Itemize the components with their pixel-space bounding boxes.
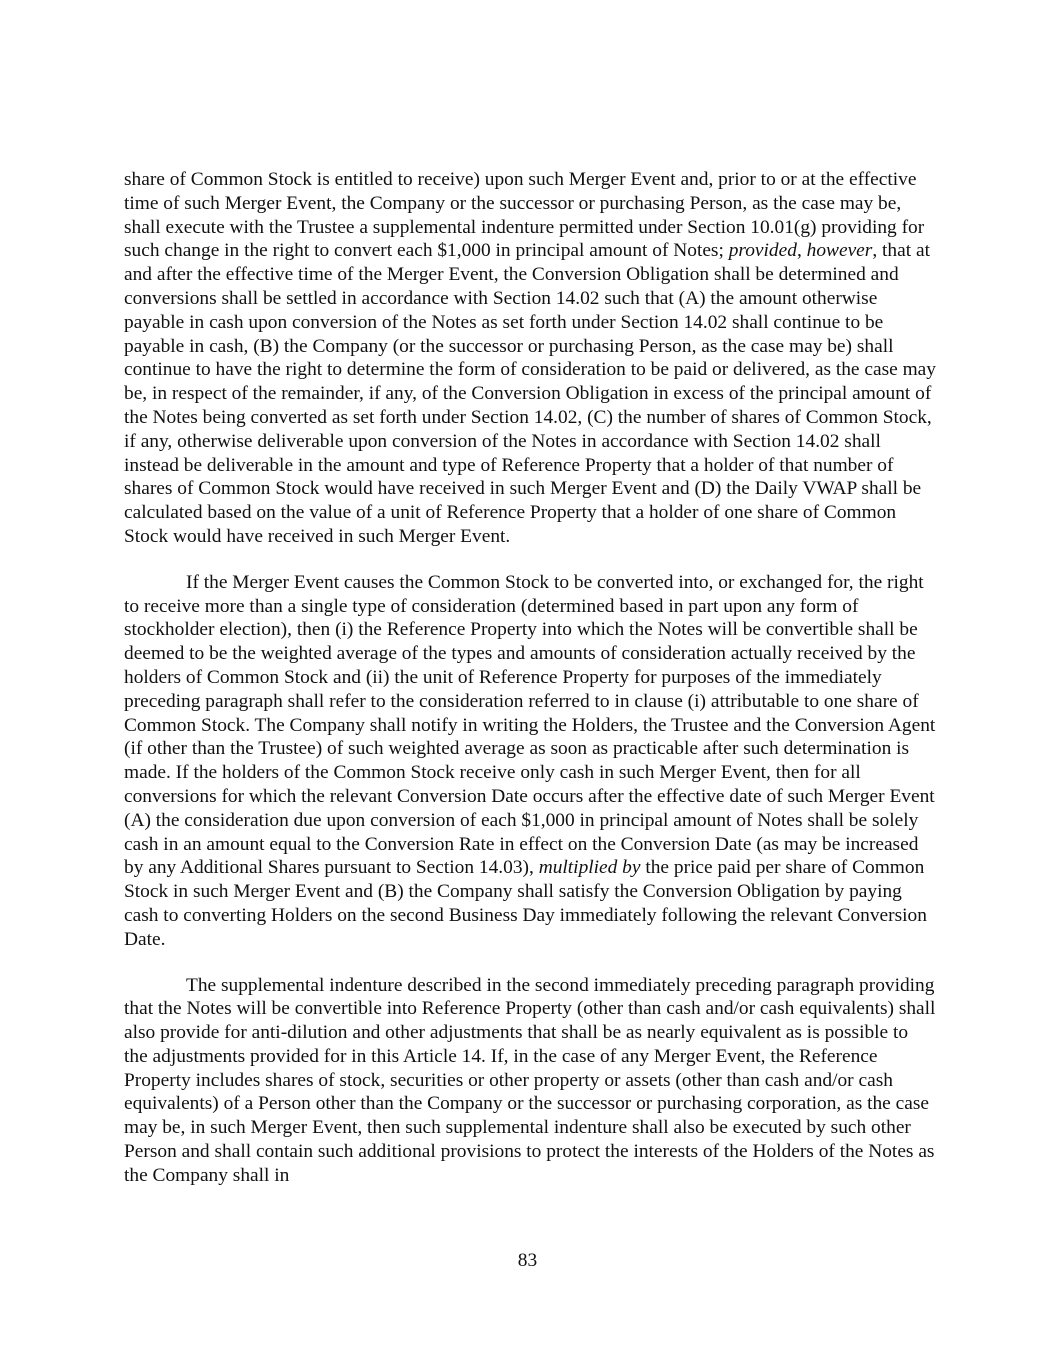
paragraph-3 [124,974,936,1188]
paragraph-1-emphasis-however: however [806,240,873,262]
paragraph-2-text: If the Merger Event causes the Common Stock to be converted into, or exchanged for, the right to receive more than a single type of consideration (determined based in part upon any form of stockholder election), then (i) the Reference Property into which the Notes will be convertible shall be deemed to be the weighted average of the types and amounts of consideration actually received by the holders of Common Stock and (ii) the unit of Reference Property for purposes of the immediately preceding paragraph shall refer to the consideration referred to in clause (i) attributable to one share of Common Stock. The Company shall notify in writing the Holders, the Trustee and the Conversion Agent (if other than the Trustee) of such weighted average as soon as practicable after such determination is made. If the holders of the Common Stock receive only cash in such Merger Event, then for all conversions for which the relevant Conversion Date occurs after the effective date of such Merger Event (A) the consideration due upon conversion of each $1,000 in principal amount of Notes shall be solely cash in an amount equal to the Conversion Rate in effect on the Conversion Date (as may be increased by any Additional Shares pursuant to Section 14.03), [124,571,936,879]
paragraph-1 [124,168,936,549]
paragraph-3-text: The supplemental indenture described in the second immediately preceding paragraph providing that the Notes will be convertible into Reference Property (other than cash and/or cash equivalents) shall also provide for anti-dilution and other adjustments that shall be as nearly equivalent as is possible to the adjustments provided for in this Article 14. If, in the case of any Merger Event, the Reference Property includes shares of stock, securities or other property or assets (other than cash and/or cash equivalents) of a Person other than the Company or the successor or purchasing corporation, as the case may be, in such Merger Event, then such supplemental indenture shall also be executed by such other Person and shall contain such additional provisions to protect the interests of the Holders of the Notes as the Company shall in [124,974,936,1186]
page-number: 83 [517,1250,538,1271]
paragraph-1-text: , [796,240,807,262]
paragraph-2-emphasis-multiplied-by: multiplied by [538,857,641,879]
paragraph-1-text: , that at and after the effective time of the Merger Event, the Conversion Obligation shall be determined and conversions shall be settled in accordance with Section 14.02 such that (A) the amount otherwise payable in cash upon conversion of the Notes as set forth under Section 14.02 shall continue to be payable in cash, (B) the Company (or the successor or purchasing Person, as the case may be) shall continue to have the right to determine the form of consideration to be paid or delivered, as the case may be, in respect of the remainder, if any, of the Conversion Obligation in excess of the principal amount of the Notes being converted as set forth under Section 14.02, (C) the number of shares of Common Stock, if any, otherwise deliverable upon conversion of the Notes in accordance with Section 14.02 shall instead be deliverable in the amount and type of Reference Property that a holder of that number of shares of Common Stock would have received in such Merger Event and (D) the Daily VWAP shall be calculated based on the value of a unit of Reference Property that a holder of one share of Common Stock would have received in such Merger Event. [124,240,936,547]
document-body [124,168,936,1210]
paragraph-1-text: share of Common Stock is entitled to receive) upon such Merger Event and, prior to or at the effective time of such Merger Event, the Company or the successor or purchasing Person, as the case may be, shall execute with the Trustee a supplemental indenture permitted under Section 10.01(g) providing for such change in the right to convert each $1,000 in principal amount of Notes; [124,169,925,262]
paragraph-1-emphasis-provided: provided [728,240,797,262]
paragraph-2-text: the price paid per share of Common Stock in such Merger Event and (B) the Company shall satisfy the Conversion Obligation by paying cash to converting Holders on the second Business Day immediately following the relevant Conversion Date. [124,857,927,950]
paragraph-2 [124,571,936,952]
